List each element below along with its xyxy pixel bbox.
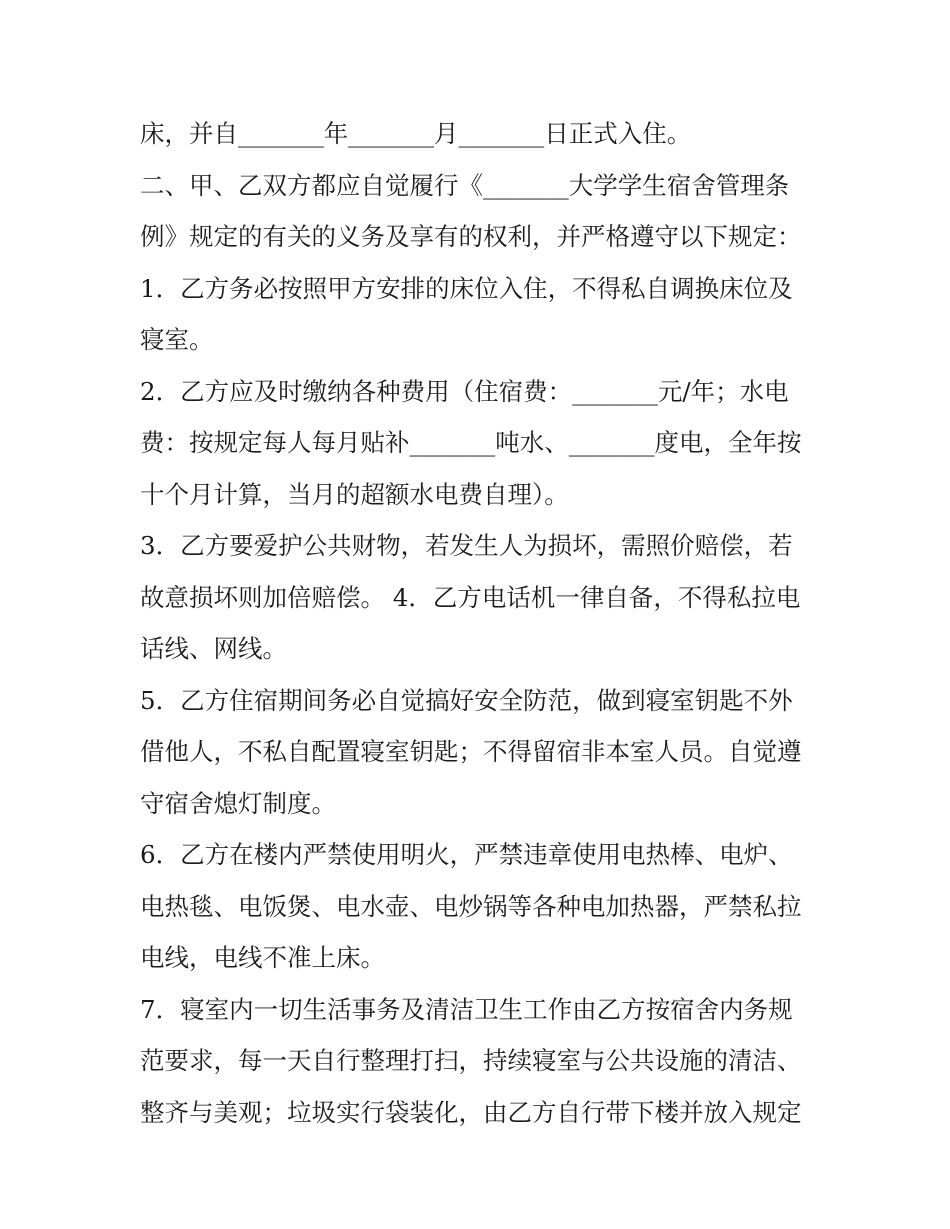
text-line: 故意损坏则加倍赔偿。 4．乙方电话机一律自备，不得私拉电 [140,582,801,612]
text-line: 守宿舍熄灯制度。 [140,788,336,818]
text-line: 例》规定的有关的义务及享有的权利，并严格遵守以下规定： [140,222,802,251]
text-line: 1．乙方务必按照甲方安排的床位入住，不得私自调换床位及 [140,273,793,303]
text-line: 话线、网线。 [140,634,287,663]
text-line: 十个月计算，当月的超额水电费自理）。 [140,479,569,509]
text-line: 电热毯、电饭煲、电水壶、电炒锅等各种电加热器，严禁私拉 [140,891,802,921]
text-line: 床，并自_______年_______月_______日正式入住。 [140,119,692,148]
contract-body [140,108,820,1138]
text-line: 借他人，不私自配置寝室钥匙；不得留宿非本室人员。自觉遵 [140,737,802,766]
text-line: 整齐与美观；垃圾实行袋装化，由乙方自行带下楼并放入规定 [140,1097,802,1127]
text-line: 电线，电线不准上床。 [140,943,385,972]
text-line: 3．乙方要爱护公共财物，若发生人为损坏，需照价赔偿，若 [140,531,793,560]
text-line: 5．乙方住宿期间务必自觉搞好安全防范，做到寝室钥匙不外 [140,685,793,715]
text-line: 2．乙方应及时缴纳各种费用（住宿费：_______元/年；水电 [140,376,789,406]
text-line: 7．寝室内一切生活事务及清洁卫生工作由乙方按宿舍内务规 [140,994,793,1024]
text-line: 寝室。 [140,325,214,354]
text-line: 费：按规定每人每月贴补_______吨水、_______度电，全年按 [140,428,802,457]
text-line: 6．乙方在楼内严禁使用明火，严禁违章使用电热棒、电炉、 [140,840,793,869]
text-line: 范要求，每一天自行整理打扫，持续寝室与公共设施的清洁、 [140,1046,802,1075]
text-line: 二、甲、乙双方都应自觉履行《_______大学学生宿舍管理条 [140,170,790,200]
